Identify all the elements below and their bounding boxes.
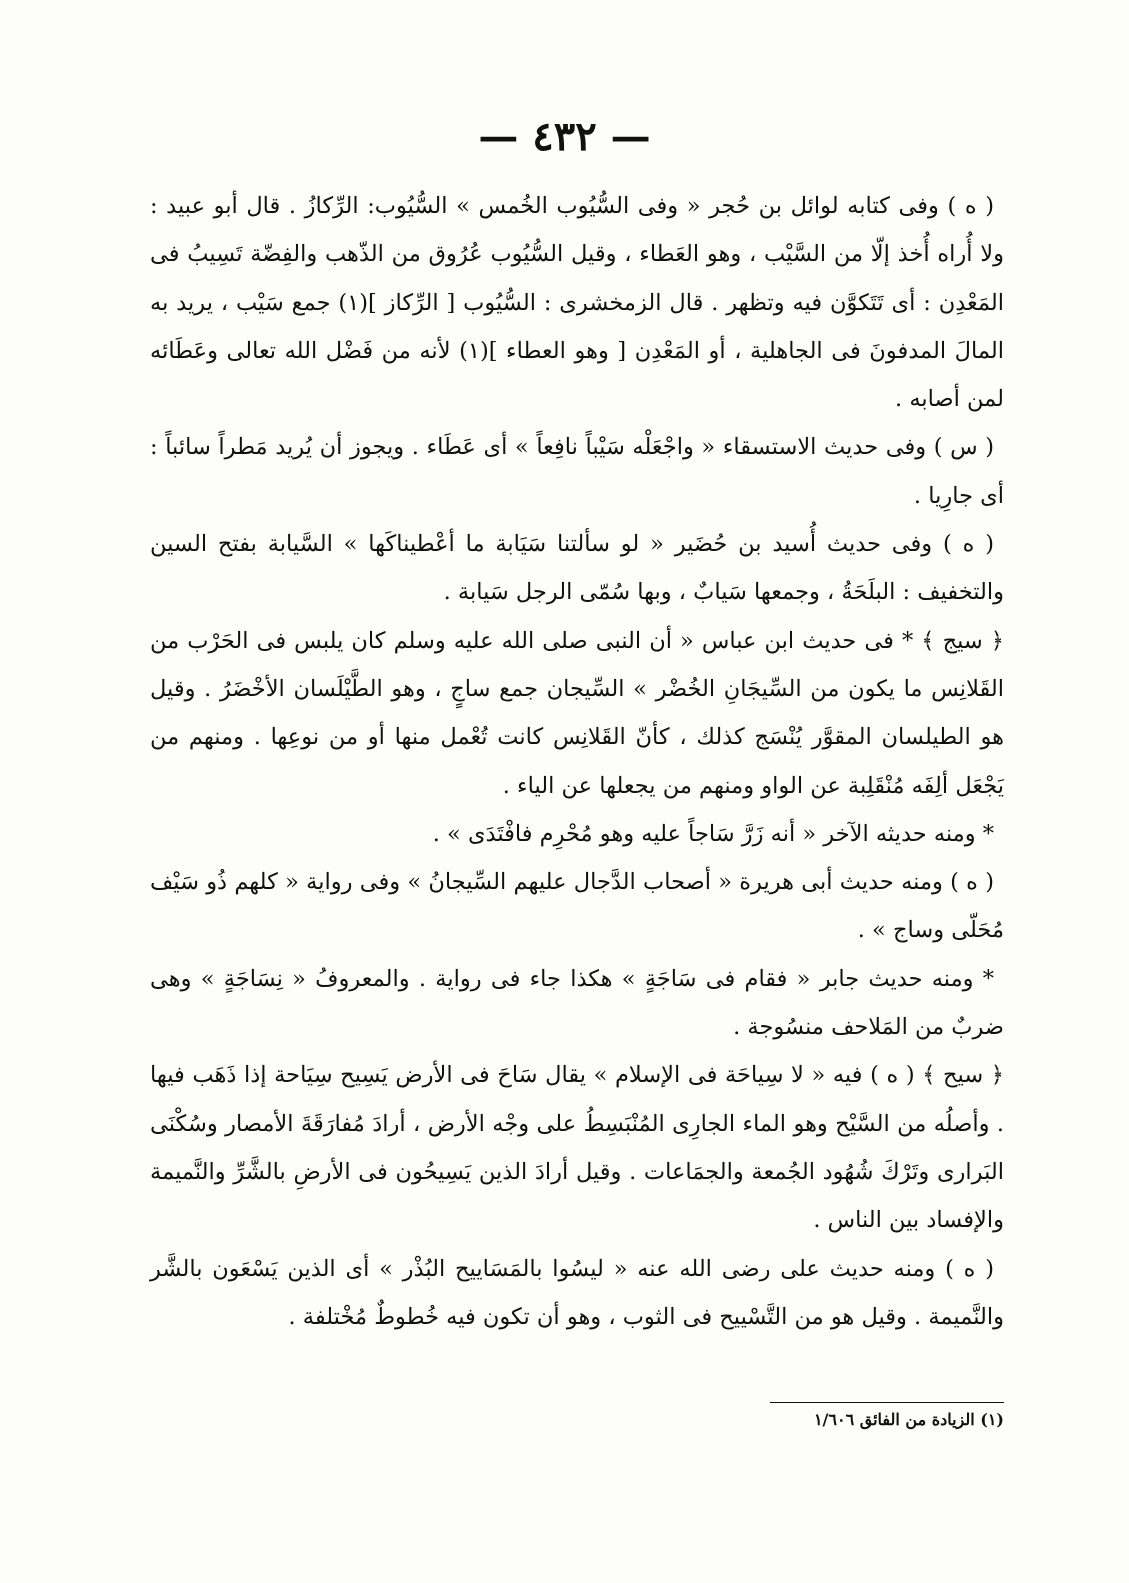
- paragraph-abu-hurayra: ( ه ) ومنه حديث أبى هريرة « أصحاب الدَّجال عليهم السِّيجانُ » وفى رواية « كلهم ذُو سَيْف مُحَلّى وساج » .: [150, 869, 1004, 944]
- paragraph-istisqa: ( س ) وفى حديث الاستسقاء « واجْعَلْه سَيْباً نافِعاً » أى عَطَاء . ويجوز أن يُريد مَطراً سائباً : أى جارِيا .: [150, 434, 1004, 509]
- footnote-divider: [770, 1402, 1004, 1403]
- page-number: — ٤٣٢ —: [478, 113, 651, 160]
- paragraph-saj-muhrim: * ومنه حديثه الآخر « أنه زَرَّ سَاجاً عليه وهو مُحْرِم فافْتَدَى » .: [432, 820, 994, 847]
- paragraph-entry-sih: ﴿ سيح ﴾ ( ه ) فيه « لا سِياحَة فى الإسلام » يقال سَاحَ فى الأرض يَسِيح سِيَاحة إذا ذَهَب فيها . وأصلُه من السَّيْح وهو الماء الجارِى المُنْبَسِطُ على وجْه الأرض ، أرادَ مُفارَقَةَ الأمصار وسُكْنَى البَرارى وتَرْكَ شُهُود الجُمعة والجمَاعات . وقيل أرادَ الذين يَسِيحُون فى الأرضِ بالشَّرِّ والنَّميمة والإفساد بين الناس .: [150, 1062, 1004, 1234]
- paragraph-entry-sij: ﴿ سيج ﴾ * فى حديث ابن عباس « أن النبى صلى الله عليه وسلم كان يلبس فى الحَرْب من القَلانِس ما يكون من السِّيجَانِ الخُضْر » السِّيجان جمع ساجٍ ، وهو الطَّيْلَسان الأخْضَرُ . وقيل هو الطيلسان المقوَّر يُنْسَج كذلك ، كأنّ القَلانِس كانت تُعْمل منها أو من نوعِها . ومنهم من يَجْعَل ألِفَه مُنْقَلِبة عن الواو ومنهم من يجعلها عن الياء .: [150, 627, 1004, 799]
- paragraph-jabir: * ومنه حديث جابر « فقام فى سَاجَةٍ » هكذا جاء فى رواية . والمعروفُ « نِسَاجَةٍ » وهى ضربٌ من المَلاحف منسُوجة .: [150, 965, 1004, 1041]
- body-text: [150, 182, 1004, 1341]
- paragraph-sayaba: ( ه ) وفى حديث أُسيد بن حُضَير « لو سألتنا سَيَابة ما أعْطيناكَها » السَّيابة بفتح السين والتخفيف : البلَحَةُ ، وجمعها سَيابٌ ، وبها سُمّى الرجل سَيابة .: [150, 531, 1004, 606]
- paragraph-ali: ( ه ) ومنه حديث على رضى الله عنه « ليسُوا بالمَسَاييح البُذْر » أى الذين يَسْعَون بالشَّر والنَّميمة . وقيل هو من التَّسْييح فى الثوب ، وهو أن تكون فيه خُطوطٌ مُخْتلفة .: [150, 1255, 1004, 1330]
- footnote: (١) الزيادة من الفائق ١/٦٠٦: [813, 1410, 1004, 1429]
- paragraph-suyub: ( ه ) وفى كتابه لوائل بن حُجر « وفى السُّيُوب الخُمس » السُّيُوب: الرِّكازُ . قال أبو عبيد : ولا أُراه أُخذ إلّا من السَّيْب ، وهو العَطاء ، وقيل السُّيُوب عُرُوق من الذّهب والفِضّة تَسِيبُ فى المَعْدِن : أى تَتَكوَّن فيه وتظهر . قال الزمخشرى : السُّيُوب [ الرِّكاز ](١) جمع سَيْب ، يريد به المالَ المدفونَ فى الجاهلية ، أو المَعْدِن [ وهو العطاء ](١) لأنه من فَضْل الله تعالى وعَطَائه لمن أصابه .: [150, 193, 1004, 413]
